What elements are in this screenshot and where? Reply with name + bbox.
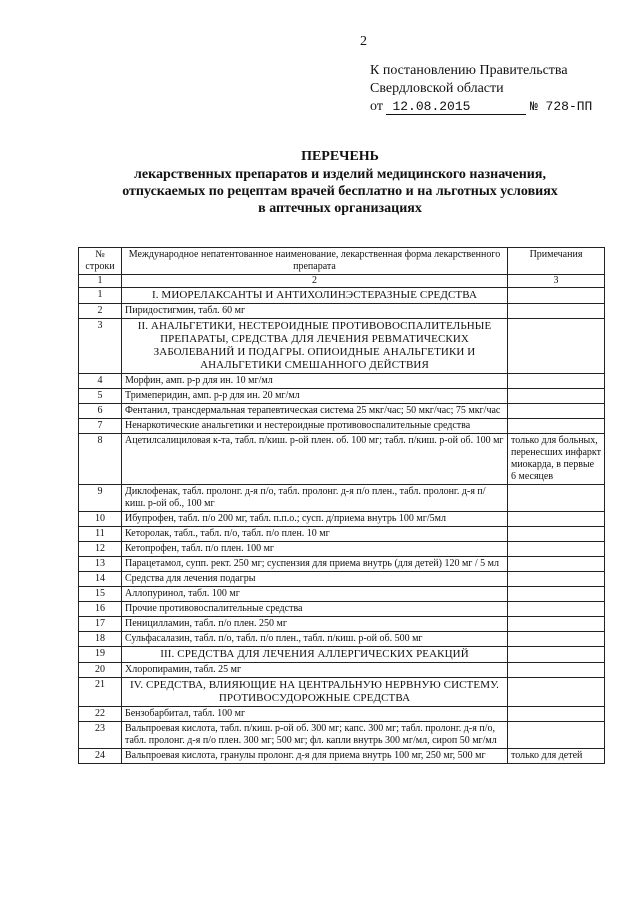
row-number: 4 — [79, 374, 122, 389]
row-number: 12 — [79, 542, 122, 557]
drug-name: Парацетамол, супп. рект. 250 мг; суспензия для приема внутрь (для детей) 120 мг / 5 мл — [122, 557, 508, 572]
row-number: 17 — [79, 617, 122, 632]
approval-date: 12.08.2015 — [386, 99, 526, 115]
table-row — [79, 572, 605, 587]
drug-name: IV. СРЕДСТВА, ВЛИЯЮЩИЕ НА ЦЕНТРАЛЬНУЮ НЕРВНУЮ СИСТЕМУ. ПРОТИВОСУДОРОЖНЫЕ СРЕДСТВА — [122, 678, 508, 707]
approval-line-2: Свердловской области — [370, 81, 504, 96]
row-number: 9 — [79, 485, 122, 512]
table-row — [79, 617, 605, 632]
table-row — [79, 587, 605, 602]
title-main: ПЕРЕЧЕНЬ — [301, 149, 379, 164]
drug-name: Хлоропирамин, табл. 25 мг — [122, 663, 508, 678]
row-number: 22 — [79, 707, 122, 722]
row-note — [508, 542, 605, 557]
drug-name: Вальпроевая кислота, гранулы пролонг. д-я для приема внутрь 100 мг, 250 мг, 500 мг — [122, 749, 508, 764]
drug-name: Тримеперидин, амп. р-р для ин. 20 мг/мл — [122, 389, 508, 404]
approval-block — [370, 62, 592, 116]
table-header-row — [79, 248, 605, 275]
table-row — [79, 304, 605, 319]
row-number: 5 — [79, 389, 122, 404]
row-note — [508, 288, 605, 304]
drug-name: Бензобарбитал, табл. 100 мг — [122, 707, 508, 722]
table-row — [79, 707, 605, 722]
drug-name: Средства для лечения подагры — [122, 572, 508, 587]
drug-name: Прочие противовоспалительные средства — [122, 602, 508, 617]
row-number: 14 — [79, 572, 122, 587]
row-note — [508, 617, 605, 632]
approval-date-line — [370, 98, 592, 116]
table-row — [79, 404, 605, 419]
drug-name: Морфин, амп. р-р для ин. 10 мг/мл — [122, 374, 508, 389]
table-row — [79, 557, 605, 572]
header-drug-name: Международное непатентованное наименование, лекарственная форма лекарственного препарата — [122, 248, 508, 275]
drug-name: Вальпроевая кислота, табл. п/киш. р-ой об. 300 мг; капс. 300 мг; табл. пролонг. д-я п/о, табл. пролонг. д-я п/о плен. 300 мг; 500 мг; фл. капли внутрь 300 мг/мл, сироп 50 мг/мл — [122, 722, 508, 749]
row-note — [508, 587, 605, 602]
row-number: 10 — [79, 512, 122, 527]
row-note — [508, 404, 605, 419]
row-note — [508, 722, 605, 749]
row-number: 8 — [79, 434, 122, 485]
drug-name: II. АНАЛЬГЕТИКИ, НЕСТЕРОИДНЫЕ ПРОТИВОВОСПАЛИТЕЛЬНЫЕ ПРЕПАРАТЫ, СРЕДСТВА ДЛЯ ЛЕЧЕНИЯ РЕВМАТИЧЕСКИХ ЗАБОЛЕВАНИЙ И ПОДАГРЫ. ОПИОИДНЫЕ АНАЛЬГЕТИКИ И АНАЛЬГЕТИКИ СМЕШАННОГО ДЕЙСТВИЯ — [122, 319, 508, 374]
row-note — [508, 419, 605, 434]
row-note — [508, 632, 605, 647]
section-row — [79, 678, 605, 707]
row-note — [508, 527, 605, 542]
row-number: 1 — [79, 288, 122, 304]
row-number: 3 — [79, 319, 122, 374]
row-note — [508, 647, 605, 663]
row-number: 18 — [79, 632, 122, 647]
drug-name: Аллопуринол, табл. 100 мг — [122, 587, 508, 602]
document-title — [60, 148, 620, 217]
row-number: 20 — [79, 663, 122, 678]
row-note — [508, 707, 605, 722]
row-note — [508, 512, 605, 527]
row-number: 11 — [79, 527, 122, 542]
table-row — [79, 542, 605, 557]
drug-name: Ненаркотические анальгетики и нестероидные противовоспалительные средства — [122, 419, 508, 434]
drug-name: Пиридостигмин, табл. 60 мг — [122, 304, 508, 319]
row-number: 2 — [79, 304, 122, 319]
column-number: 1 — [79, 275, 122, 288]
row-number: 13 — [79, 557, 122, 572]
table-row — [79, 374, 605, 389]
column-number: 2 — [122, 275, 508, 288]
drug-name: Кетопрофен, табл. п/о плен. 100 мг — [122, 542, 508, 557]
drug-name: I. МИОРЕЛАКСАНТЫ И АНТИХОЛИНЭСТЕРАЗНЫЕ СРЕДСТВА — [122, 288, 508, 304]
table-row — [79, 419, 605, 434]
row-note — [508, 678, 605, 707]
drug-name: Кеторолак, табл., табл. п/о, табл. п/о плен. 10 мг — [122, 527, 508, 542]
table-row — [79, 434, 605, 485]
row-number: 7 — [79, 419, 122, 434]
row-note — [508, 663, 605, 678]
table-row — [79, 749, 605, 764]
approval-line-1: К постановлению Правительства — [370, 63, 568, 78]
drug-name: Диклофенак, табл. пролонг. д-я п/о, табл. пролонг. д-я п/о плен., табл. пролонг. д-я п/киш. р-ой об., 100 мг — [122, 485, 508, 512]
row-number: 19 — [79, 647, 122, 663]
drug-name: Пеницилламин, табл. п/о плен. 250 мг — [122, 617, 508, 632]
approval-from-label: от — [370, 99, 383, 114]
row-note: только для больных, перенесших инфаркт миокарда, в первые 6 месяцев — [508, 434, 605, 485]
table-row — [79, 602, 605, 617]
row-number: 23 — [79, 722, 122, 749]
row-note — [508, 572, 605, 587]
drug-name: III. СРЕДСТВА ДЛЯ ЛЕЧЕНИЯ АЛЛЕРГИЧЕСКИХ РЕАКЦИЙ — [122, 647, 508, 663]
title-line: в аптечных организациях — [258, 201, 422, 216]
section-row — [79, 319, 605, 374]
drug-name: Ибупрофен, табл. п/о 200 мг, табл. п.п.о.; сусп. д/приема внутрь 100 мг/5мл — [122, 512, 508, 527]
title-line: отпускаемых по рецептам врачей бесплатно и на льготных условиях — [122, 184, 558, 199]
row-note — [508, 602, 605, 617]
row-number: 21 — [79, 678, 122, 707]
column-number: 3 — [508, 275, 605, 288]
row-note: только для детей — [508, 749, 605, 764]
page-number: 2 — [360, 34, 367, 49]
table-row — [79, 722, 605, 749]
table-row — [79, 527, 605, 542]
header-notes: Примечания — [508, 248, 605, 275]
row-note — [508, 389, 605, 404]
table-row — [79, 485, 605, 512]
column-number-row — [79, 275, 605, 288]
header-row-number: № строки — [79, 248, 122, 275]
table-row — [79, 389, 605, 404]
row-note — [508, 374, 605, 389]
row-note — [508, 304, 605, 319]
drug-name: Ацетилсалициловая к-та, табл. п/киш. р-ой плен. об. 100 мг; табл. п/киш. р-ой об. 100 мг — [122, 434, 508, 485]
table-row — [79, 512, 605, 527]
table-row — [79, 663, 605, 678]
approval-number: № 728-ПП — [529, 99, 593, 114]
drug-name: Фентанил, трансдермальная терапевтическая система 25 мкг/час; 50 мкг/час; 75 мкг/час — [122, 404, 508, 419]
table-row — [79, 632, 605, 647]
drug-list-table — [78, 247, 605, 764]
title-line: лекарственных препаратов и изделий медицинского назначения, — [134, 167, 546, 182]
drug-name: Сульфасалазин, табл. п/о, табл. п/о плен., табл. п/киш. р-ой об. 500 мг — [122, 632, 508, 647]
row-number: 16 — [79, 602, 122, 617]
row-note — [508, 319, 605, 374]
row-note — [508, 557, 605, 572]
row-number: 24 — [79, 749, 122, 764]
row-number: 15 — [79, 587, 122, 602]
section-row — [79, 647, 605, 663]
row-number: 6 — [79, 404, 122, 419]
row-note — [508, 485, 605, 512]
section-row — [79, 288, 605, 304]
